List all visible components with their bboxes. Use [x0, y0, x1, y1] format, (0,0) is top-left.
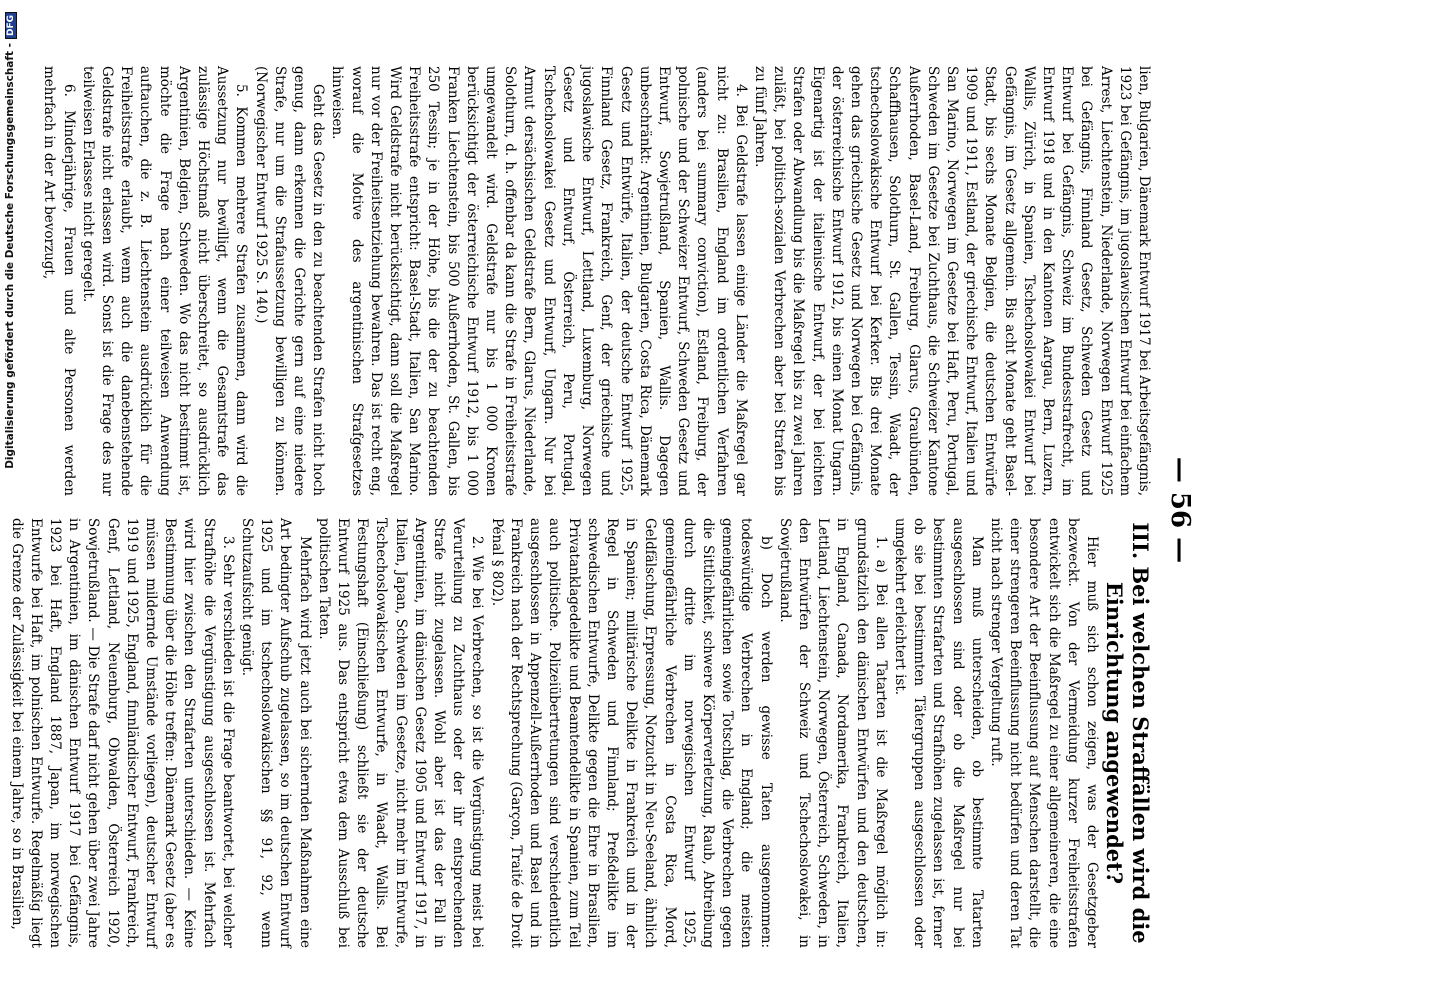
paragraph: 3. Sehr verschieden ist die Frage beantwortet, bei welcher Strafhöhe die Vergünstigung ausgeschlossen ist. Mehrfach wird hier zwischen den Strafarten unterschieden. — Keine Bestimmung über die Höhe treffen: Dänemark Gesetz (aber es müssen mildernde Umstände vorliegen), deutscher Entwurf 1919 und 1925, England, finnländischer Entwurf, Frankreich, Genf, Lettland, Neuenburg, Obwalden, Österreich 1920, Sowjetrußland. — Die Strafe darf nicht gehen über zwei Jahre in Argentinien, im dänischen Entwurf 1917 bei Gefängnis, 1923 bei Haft, England 1887, Japan, im norwegischen Entwurfe bei Haft, im polnischen Entwurfe. Regelmäßig liegt die Grenze der Zulässigkeit bei einem Jahre, so in Brasilien, [8, 518, 236, 948]
footer-text: Digitalisierung gefördert durch die Deutsche Forschungsgemeinschaft - [4, 43, 16, 469]
paragraph: Man muß unterscheiden, ob bestimmte Tatarten ausgeschlossen sind oder ob die Maßregel nur bei bestimmten Strafarten und Strafhöhen zugelassen ist, ferner ob sie bei bestimmten Tätergruppen ausgeschlossen oder umgekehrt erleichtert ist. [891, 518, 985, 948]
dfg-logo: DFG [5, 12, 17, 39]
paragraph: 5. Kommen mehrere Strafen zusammen, dann wird die Aussetzung nur bewilligt, wenn die Gesamtstrafe das zulässige Höchstmaß nicht überschreitet, so ausdrücklich Argentinien, Belgien, Schweden. Wo das nicht bestimmt ist, möchte die Frage nach einer teilweisen Anwendung auftauchen, die z. B. Liechtenstein ausdrücklich für die Freiheitsstrafe erlaubt, wenn auch die danebenstehende Geldstrafe nicht erlassen wird. Sonst ist die Frage des nur teilweisen Erlasses nicht geregelt. [79, 66, 250, 496]
digitization-note-text [4, 12, 18, 992]
paragraph: 6. Minderjährige, Frauen und alte Personen werden mehrfach in der Art bevorzugt, [41, 66, 77, 496]
left-column [6, 518, 1153, 948]
right-column [39, 66, 1153, 496]
paragraph: lien, Bulgarien, Dänemark Entwurf 1917 bei Arbeitsgefängnis, 1923 bei Gefängnis, im jugoslawischen Entwurf bei einfachem Arrest, Liechtenstein, Niederlande, Norwegen Entwurf 1925 bei Gefängnis, Finnland Gesetz, Schweden Gesetz und Entwurf bei Gefängnis, Schweiz im Bundesstrafrecht, im Entwurf 1918 und in den Kantonen Aargau, Bern, Luzern, Wallis, Zürich, in Spanien, Tschechoslowakei Entwurf bei Gefängnis, im Gesetz allgemein. Bis acht Monate geht Basel-Stadt, bis sechs Monate Belgien, die deutschen Entwürfe 1909 und 1911, Estland, der griechische Entwurf, Italien und San Marino, Norwegen im Gesetze bei Haft, Peru, Portugal, Schweden im Gesetze bei Zuchthaus, die Schweizer Kantone Außerrhoden, Basel-Land, Freiburg, Glarus, Graubünden, Schaffhausen, Solothurn, St. Gallen, Tessin, Waadt, der tschechoslowakische Entwurf bei Kerker. Bis drei Monate gehen das griechische Gesetz und Norwegen bei Gefängnis, der österreichische Entwurf 1912, bis einen Monat Ungarn. Eigenartig ist der italienische Entwurf, der bei leichten Strafen oder Abwandlung bis die Maßregel bis zu zwei Jahren zuläßt, bei politisch-sozialen Verbrechen aber bei Strafen bis zu fünf Jahren. [751, 66, 1152, 496]
paragraph: 2. Wie bei Verbrechen, so ist die Vergünstigung meist bei Verurteilung zu Zuchthaus oder der ihr entsprechenden Strafe nicht zugelassen. Wohl aber ist das der Fall in Argentinien, im dänischen Gesetz 1905 und Entwurf 1917, in Italien, Japan, Schweden im Gesetze, nicht mehr im Entwurfe, Tschechoslowakischen Entwurfe, in Waadt, Wallis. Bei Festungshaft (Einschließung) schließt sie der deutsche Entwurf 1925 aus. Das entspricht etwa dem Ausschluß bei politischen Taten. [315, 518, 486, 948]
page-number-header: — 56 — [1165, 456, 1195, 564]
paragraph: Hier muß sich schon zeigen, was der Gesetzgeber bezweckt. Von der Vermeidung kurzer Freiheitsstrafen entwickelt sich die Maßregel zu einer allgemeineren, die eine besondere Art der Beeinflussung auf Menschen darstellt, die einer strengeren Beeinflussung nicht bedürfen und deren Tat nicht nach strenger Vergeltung ruft. [987, 518, 1100, 948]
paragraph: b) Doch werden gewisse Taten ausgenommen: todeswürdige Verbrechen in England; die meisten gemeingefährlichen sowie Totschlag, die Verbrechen gegen die Sittlichkeit, schwere Körperverletzung, Raub, Abtreibung durch dritte im norwegischen Entwurf 1925, gemeingefährliche Verbrechen in Costa Rica, Mord, Geldfälschung, Erpressung, Notzucht in Neu-Seeland, ähnlich in Spanien; militärische Delikte in Frankreich und in der Regel in Schweden und Finnland; Preßdelikte im schwedischen Entwurfe, Delikte gegen die Ehre in Brasilien, Privatanklagedelikte und Beamtendelikte in Spanien, zum Teil auch politische. Polizeiübertretungen sind verschiedentlich ausgeschlossen in Appenzell-Außerrhoden und Basel und in Frankreich nach der Rechtsprechung (Garçon, Traité de Droit Pénal § 802). [488, 518, 774, 948]
paragraph: Geht das Gesetz in den zu beachtenden Strafen nicht hoch genug, dann erkennen die Gerichte gern auf eine niedere Strafe, nur um die Strafaussetzung bewilligen zu können. (Norwegischer Entwurf 1925 S. 140.) [252, 66, 327, 496]
paragraph: 1. a) Bei allen Tatarten ist die Maßregel möglich in: grundsätzlich den dänischen Entwürfen und den deutschen, in England, Canada, Nordamerika, Frankreich, Italien, Lettland, Liechtenstein, Norwegen, Österreich, Schweden, in den Entwürfen der Schweiz und Tschechoslowakei, in Sowjetrußland. [776, 518, 889, 948]
paragraph: 4. Bei Geldstrafe lassen einige Länder die Maßregel gar nicht zu: Brasilien, England im ordentlichen Verfahren (anders bei summary conviction), Estland, Freiburg, der polnische und der Schweizer Entwurf, Schweden Gesetz und Entwurf, Sowjetrußland, Spanien, Wallis. Dagegen unbeschränkt: Argentinien, Bulgarien, Costa Rica, Dänemark Gesetz und Entwürfe, Italien, der deutsche Entwurf 1925, Finnland Gesetz, Frankreich, Genf, der griechische und jugoslawische Entwurf, Lettland, Luxemburg, Norwegen Gesetz und Entwurf, Österreich, Peru, Portugal, Tschechoslowakei Gesetz und Entwurf, Ungarn. Nur bei Armut dersächsischen Geldstrafe Bern, Glarus, Niederlande, Solothurn, d. h. offenbar da kann die Strafe in Freiheitsstrafe umgewandelt wird. Geldstrafe nur bis 1 000 Kronen berücksichtigt der österreichische Entwurf 1912, bis 1 000 Franken Liechtenstein, bis 500 Außerrhoden, St. Gallen, bis 250 Tessin; je in der Höhe, bis die der zu beachtenden Freiheitsstrafe entspricht: Basel-Stadt, Italien, San Marino. Wird Geldstrafe nicht berücksichtigt, dann soll die Maßregel nur vor der Freiheitsentziehung bewahren. Das ist recht eng, worauf die Motive des argentinischen Strafgesetzes hinweisen. [329, 66, 749, 496]
digitization-note [4, 12, 18, 992]
paragraph: Mehrfach wird jetzt auch bei sichernden Maßnahmen eine Art bedingter Aufschub zugelassen, so im deutschen Entwurf 1925 und im tschechoslowakischen §§ 91, 92, wenn Schutzaufsicht genügt. [239, 518, 313, 948]
chapter-title: III. Bei welchen Straffällen wird die Einrichtung angewendet? [1102, 522, 1153, 944]
